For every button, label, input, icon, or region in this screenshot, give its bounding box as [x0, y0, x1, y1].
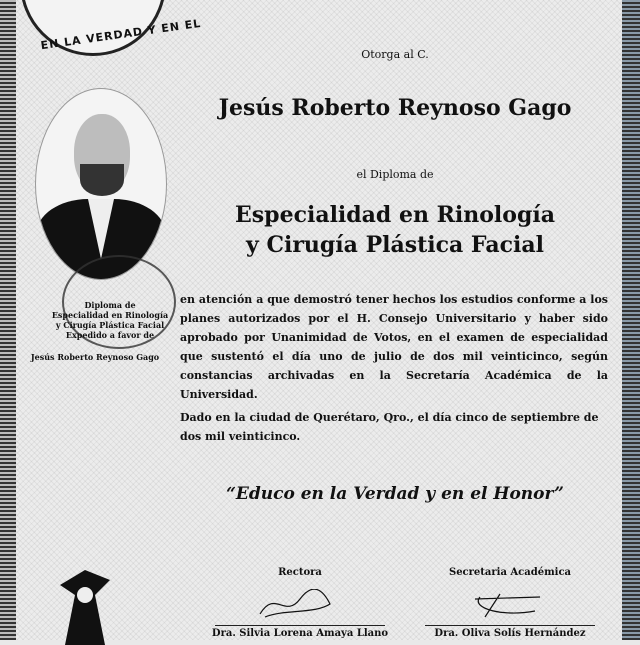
left-border	[0, 0, 16, 640]
signature-rectora: Rectora Dra. Silvia Lorena Amaya Llano	[211, 567, 389, 639]
right-border	[622, 0, 640, 640]
stamp-recipient-name: Jesús Roberto Reynoso Gago	[30, 352, 160, 362]
body-text: en atención a que demostró tener hechos los estudios conforme a los planes autorizados por el H. Consejo Universitario y haber sido aprobado por Unanimidad de Votos, en el examen de especialidad que sustentó el día uno de julio de dos mil veinticinco, según constancias archivadas en la Secretaría Académica de la Universidad.	[180, 293, 608, 401]
otorga-text: Otorga al C.	[361, 48, 429, 61]
diploma-title: Especialidad en Rinología y Cirugía Plástica Facial	[235, 202, 555, 258]
signature-scribble	[255, 589, 335, 619]
mascot-figure-icon	[40, 565, 130, 645]
signature-scribble	[465, 589, 545, 619]
issue-place-date: Dado en la ciudad de Querétaro, Qro., el día cinco de septiembre de dos mil veinticinco.	[180, 411, 599, 443]
recipient-name: Jesús Roberto Reynoso Gago	[218, 95, 572, 121]
seal-text: EN LA VERDAD Y EN EL	[39, 16, 202, 53]
signature-secretaria: Secretaria Académica Dra. Oliva Solís Hernández	[415, 567, 605, 578]
diploma-label: el Diploma de	[356, 168, 434, 181]
recipient-photo	[35, 88, 167, 280]
university-motto: “Educo en la Verdad y en el Honor”	[226, 484, 564, 504]
stamp-text: Diploma de Especialidad en Rinología y Cirugía Plástica Facial Expedido a favor de	[51, 300, 169, 340]
